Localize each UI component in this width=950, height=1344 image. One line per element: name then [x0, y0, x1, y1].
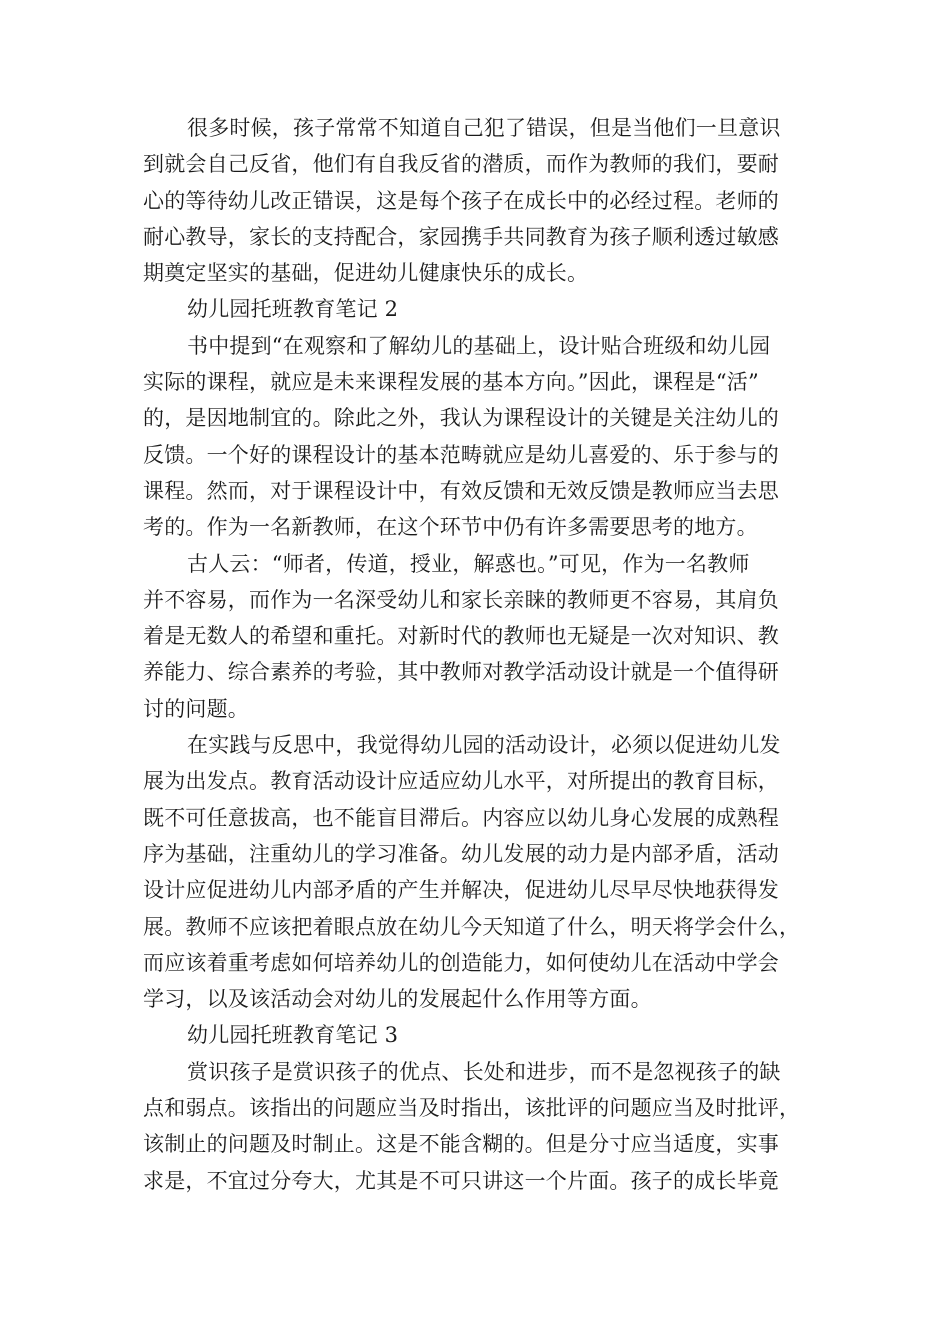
- paragraph-first-line: 很多时候，孩子常常不知道自己犯了错误，但是当他们一旦意识: [187, 116, 781, 140]
- paragraph-line: 考的。作为一名新教师，在这个环节中仍有许多需要思考的地方。: [143, 515, 758, 540]
- paragraph-line: 学习，以及该活动会对幼儿的发展起什么作用等方面。: [143, 987, 652, 1012]
- paragraph-line: 序为基础，注重幼儿的学习准备。幼儿发展的动力是内部矛盾，活动: [143, 841, 779, 866]
- paragraph-line: 养能力、综合素养的考验，其中教师对教学活动设计就是一个值得研: [143, 660, 779, 685]
- paragraph-line: 既不可任意拔高，也不能盲目滞后。内容应以幼儿身心发展的成熟程: [143, 805, 779, 830]
- paragraph-line: 点和弱点。该指出的问题应当及时指出，该批评的问题应当及时批评，: [143, 1096, 801, 1121]
- paragraph-first-line: 在实践与反思中，我觉得幼儿园的活动设计，必须以促进幼儿发: [187, 733, 781, 758]
- paragraph-line: 该制止的问题及时制止。这是不能含糊的。但是分寸应当适度，实事: [143, 1132, 779, 1157]
- paragraph-line: 求是，不宜过分夸大，尤其是不可只讲这一个片面。孩子的成长毕竟: [143, 1168, 779, 1193]
- paragraph-line: 展。教师不应该把着眼点放在幼儿今天知道了什么，明天将学会什么，: [143, 914, 801, 939]
- paragraph-line: 的，是因地制宜的。除此之外，我认为课程设计的关键是关注幼儿的: [143, 406, 779, 431]
- paragraph-line: 并不容易，而作为一名深受幼儿和家长亲睐的教师更不容易，其肩负: [143, 587, 779, 612]
- paragraph-first-line: 幼儿园托班教育笔记 3: [187, 1023, 399, 1048]
- paragraph-line: 着是无数人的希望和重托。对新时代的教师也无疑是一次对知识、教: [143, 624, 779, 649]
- paragraph-first-line: 古人云：“师者，传道，授业，解惑也。”可见，作为一名教师: [187, 551, 750, 576]
- paragraph-line: 心的等待幼儿改正错误，这是每个孩子在成长中的必经过程。老师的: [143, 188, 779, 213]
- paragraph-first-line: 幼儿园托班教育笔记 2: [187, 297, 399, 322]
- paragraph-line: 实际的课程，就应是未来课程发展的基本方向。”因此，课程是“活”: [143, 370, 759, 395]
- paragraph-line: 课程。然而，对于课程设计中，有效反馈和无效反馈是教师应当去思: [143, 478, 779, 503]
- paragraph-line: 反馈。一个好的课程设计的基本范畴就应是幼儿喜爱的、乐于参与的: [143, 442, 779, 467]
- paragraph-line: 而应该着重考虑如何培养幼儿的创造能力，如何使幼儿在活动中学会: [143, 950, 779, 975]
- paragraph-line: 讨的问题。: [143, 696, 249, 721]
- paragraph-line: 到就会自己反省，他们有自我反省的潜质，而作为教师的我们，要耐: [143, 152, 779, 177]
- paragraph-line: 耐心教导，家长的支持配合，家园携手共同教育为孩子顺利透过敏感: [143, 224, 779, 249]
- paragraph-first-line: 赏识孩子是赏识孩子的优点、长处和进步，而不是忽视孩子的缺: [187, 1059, 781, 1084]
- document-body: [143, 110, 815, 1199]
- paragraph-line: 期奠定坚实的基础，促进幼儿健康快乐的成长。: [143, 261, 589, 286]
- paragraph-line: 展为出发点。教育活动设计应适应幼儿水平，对所提出的教育目标，: [143, 769, 779, 794]
- paragraph-first-line: 书中提到“在观察和了解幼儿的基础上，设计贴合班级和幼儿园: [187, 333, 771, 358]
- paragraph-line: 设计应促进幼儿内部矛盾的产生并解决，促进幼儿尽早尽快地获得发: [143, 878, 779, 903]
